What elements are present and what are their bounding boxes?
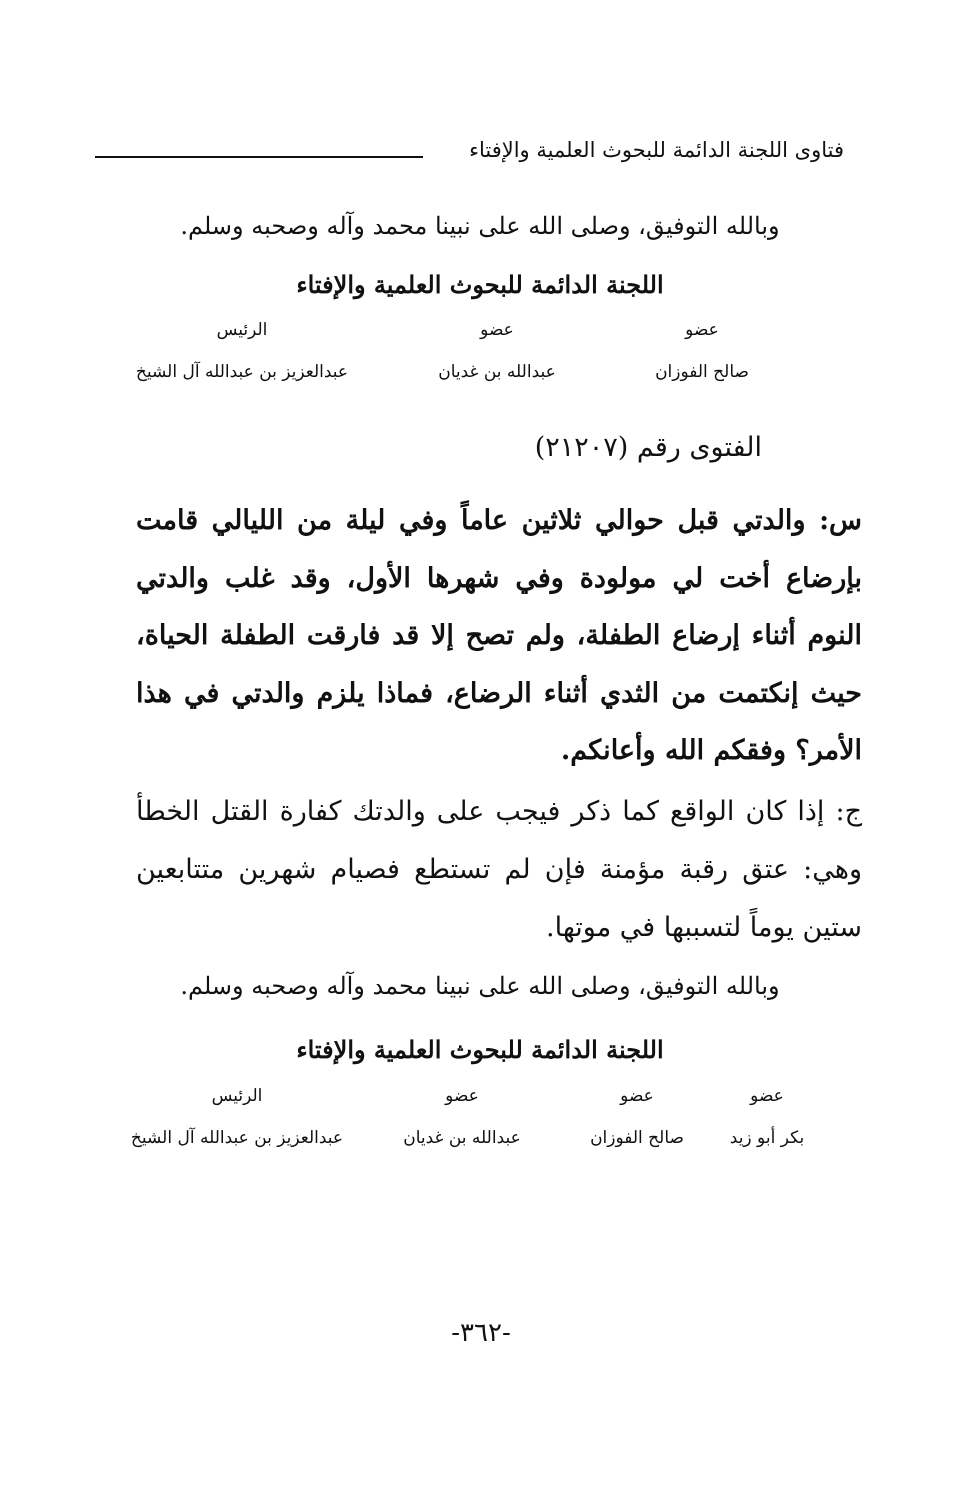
signatory-name: عبدالله بن غديان	[438, 362, 556, 382]
page-number: -٣٦٢-	[451, 1318, 511, 1348]
question-prefix: س:	[819, 505, 862, 536]
signatory-role: عضو	[685, 320, 719, 340]
signatory	[432, 320, 562, 382]
signatory-role: الرئيس	[216, 320, 268, 340]
signatory-role: عضو	[620, 1086, 654, 1106]
signatory-role: عضو	[480, 320, 514, 340]
signatory	[642, 320, 762, 382]
answer-text: إذا كان الواقع كما ذكر فيجب على والدتك كفارة القتل الخطأ وهي: عتق رقبة مؤمنة فإن لم تستطع فصيام شهرين متتابعين ستين يوماً لتسببها في موتها.	[136, 796, 862, 943]
signatures-row-2	[117, 1086, 817, 1148]
signatory-name: صالح الفوزان	[590, 1128, 684, 1148]
closing-formula-2: وبالله التوفيق، وصلى الله على نبينا محمد وآله وصحبه وسلم.	[180, 972, 780, 1000]
signatory	[117, 1086, 357, 1148]
signatory-role: عضو	[445, 1086, 479, 1106]
running-header: فتاوى اللجنة الدائمة للبحوث العلمية والإفتاء	[469, 138, 844, 162]
header-rule	[95, 156, 423, 158]
committee-name-2: اللجنة الدائمة للبحوث العلمية والإفتاء	[296, 1035, 664, 1064]
committee-name-1: اللجنة الدائمة للبحوث العلمية والإفتاء	[296, 270, 664, 299]
signatory-name: صالح الفوزان	[655, 362, 749, 382]
signatory-role: عضو	[750, 1086, 784, 1106]
signatory-role: الرئيس	[211, 1086, 263, 1106]
question-paragraph	[136, 492, 862, 780]
fatwa-number: الفتوى رقم (٢١٢٠٧)	[534, 432, 762, 463]
signatory	[717, 1086, 817, 1148]
question-text: والدتي قبل حوالي ثلاثين عاماً وفي ليلة من الليالي قامت بإرضاع أخت لي مولودة وفي شهرها الأول، وقد غلب والدتي النوم أثناء إرضاع الطفلة، ولم تصح إلا قد فارقت الطفلة الحياة، حيث إنكتمت من الثدي أثناء الرضاع، فماذا يلزم والدتي في هذا الأمر؟ وفقكم الله وأعانكم.	[136, 505, 862, 766]
signatory	[122, 320, 362, 382]
signatures-row-1	[122, 320, 762, 382]
closing-formula-1: وبالله التوفيق، وصلى الله على نبينا محمد وآله وصحبه وسلم.	[180, 212, 780, 240]
signatory-name: بكر أبو زيد	[729, 1128, 805, 1148]
signatory-name: عبدالعزيز بن عبدالله آل الشيخ	[135, 362, 349, 382]
answer-prefix: ج:	[835, 796, 862, 827]
signatory-name: عبدالعزيز بن عبدالله آل الشيخ	[130, 1128, 344, 1148]
signatory-name: عبدالله بن غديان	[403, 1128, 521, 1148]
answer-paragraph	[136, 783, 862, 957]
signatory	[577, 1086, 697, 1148]
signatory	[387, 1086, 537, 1148]
